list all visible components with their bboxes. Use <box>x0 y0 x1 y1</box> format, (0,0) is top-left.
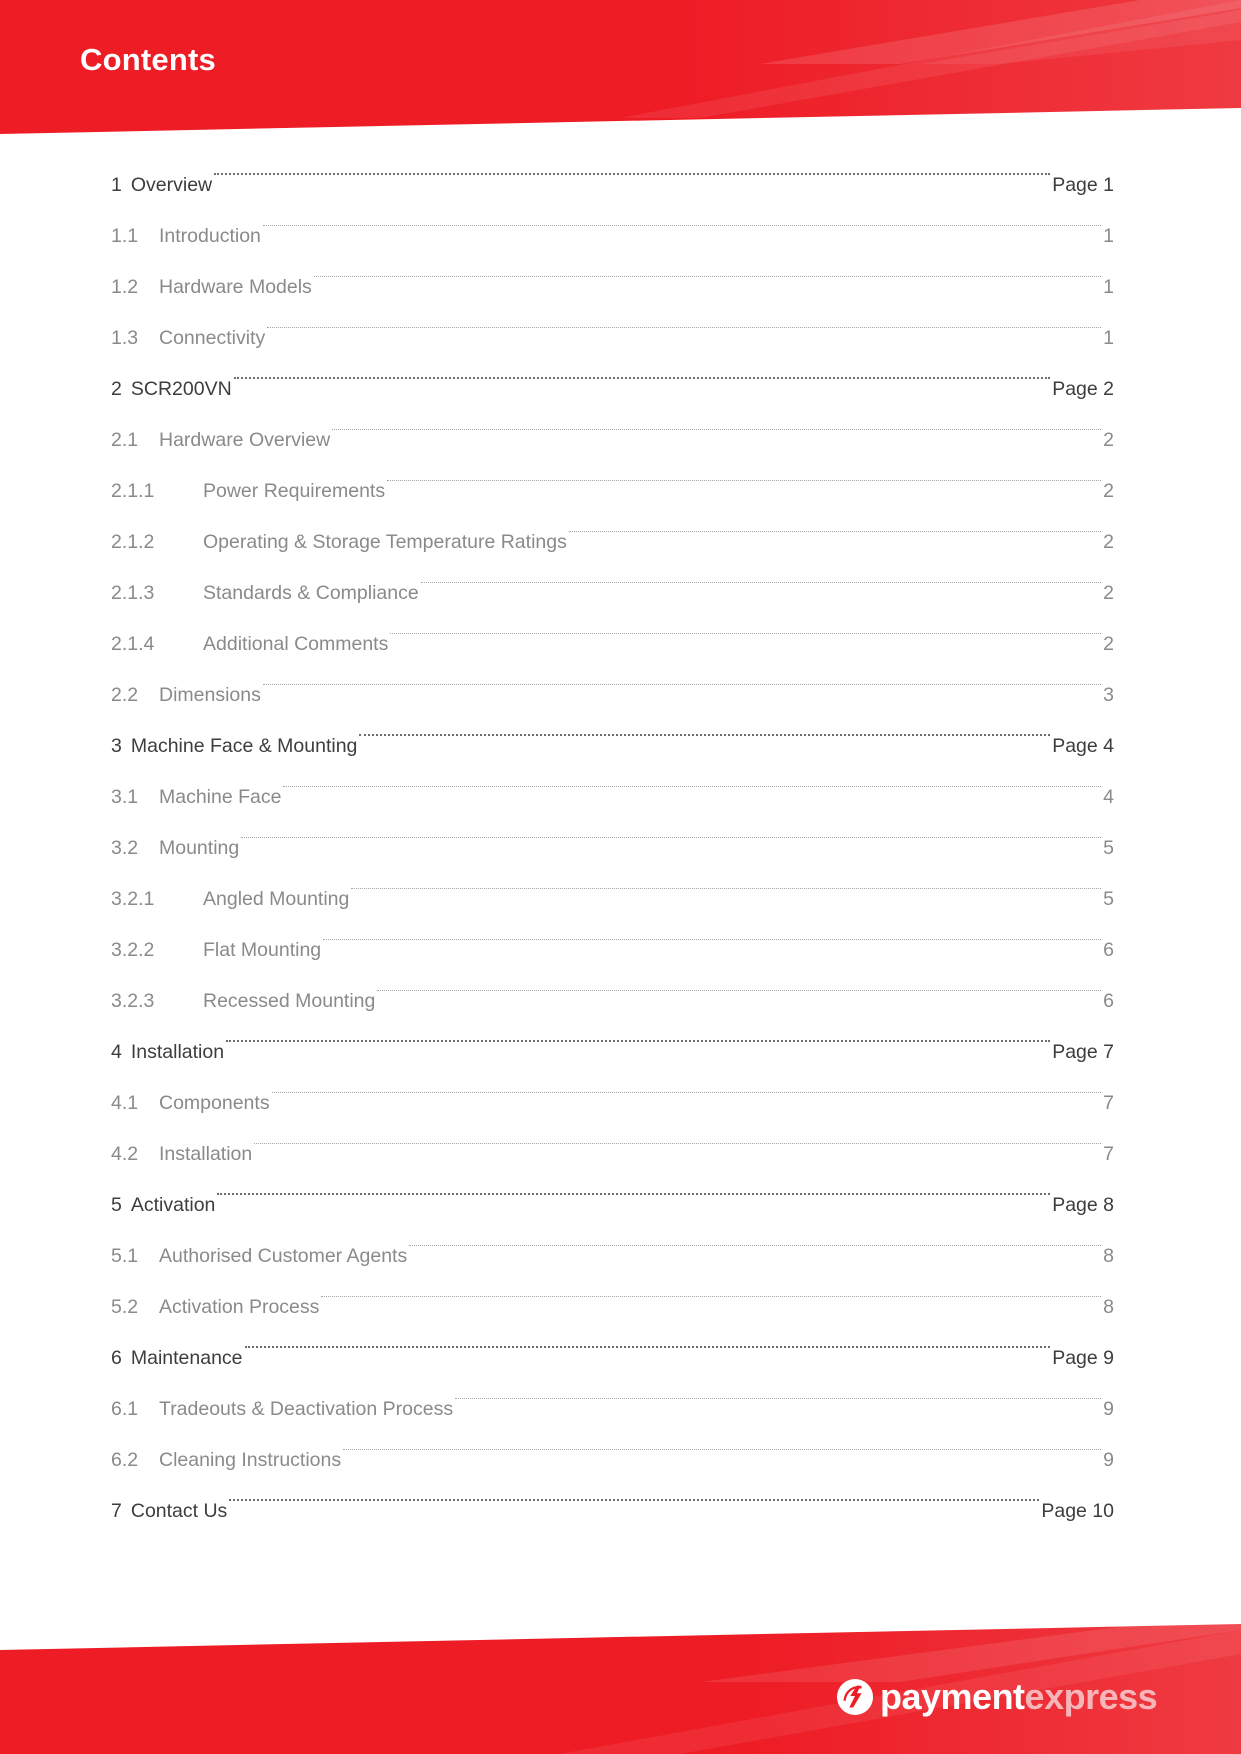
toc-dot-leader <box>321 1262 1101 1313</box>
toc-dot-leader <box>390 599 1101 650</box>
toc-entry-title: Additional Comments <box>203 633 389 655</box>
toc-entry[interactable] <box>111 242 1114 298</box>
toc-entry-page: 4 <box>1103 786 1114 808</box>
toc-entry-number: 3.2.2 <box>111 939 155 961</box>
toc-dot-leader <box>241 803 1101 854</box>
toc-dot-leader <box>455 1364 1101 1415</box>
toc-entry-page: Page 7 <box>1052 1041 1114 1063</box>
page-title: Contents <box>80 42 216 77</box>
toc-dot-leader <box>214 140 1050 191</box>
toc-entry-title: Installation <box>159 1143 253 1165</box>
toc-entry-number: 2.1.2 <box>111 531 155 553</box>
toc-entry-number: 5.1 <box>111 1245 139 1267</box>
toc-entry[interactable] <box>111 140 1114 196</box>
toc-entry-page: 2 <box>1103 480 1114 502</box>
toc-entry-number: 4 <box>111 1041 122 1063</box>
toc-dot-leader <box>569 497 1101 548</box>
toc-entry-number: 1 <box>111 174 122 196</box>
toc-dot-leader <box>359 701 1050 752</box>
toc-dot-leader <box>263 650 1101 701</box>
toc-entry[interactable] <box>111 1364 1114 1420</box>
toc-entry-number: 6.2 <box>111 1449 139 1471</box>
toc-dot-leader <box>409 1211 1101 1262</box>
toc-entry-title: Cleaning Instructions <box>159 1449 342 1471</box>
toc-entry-page: 8 <box>1103 1296 1114 1318</box>
toc-entry-title: Contact Us <box>130 1500 228 1522</box>
toc-entry-number: 3.2.3 <box>111 990 155 1012</box>
toc-entry-title: Activation <box>130 1194 216 1216</box>
toc-entry[interactable] <box>111 1058 1114 1114</box>
toc-entry-number: 3.1 <box>111 786 139 808</box>
toc-dot-leader <box>254 1109 1101 1160</box>
toc-entry-number: 1.2 <box>111 276 139 298</box>
toc-entry-title: Maintenance <box>130 1347 243 1369</box>
toc-entry-number: 6.1 <box>111 1398 139 1420</box>
toc-entry-number: 1.3 <box>111 327 139 349</box>
toc-entry-title: Activation Process <box>159 1296 320 1318</box>
toc-dot-leader <box>263 191 1101 242</box>
toc-entry[interactable] <box>111 1160 1114 1216</box>
toc-entry-number: 2.1.4 <box>111 633 155 655</box>
toc-entry[interactable] <box>111 1109 1114 1165</box>
toc-entry-title: Machine Face <box>159 786 282 808</box>
toc-entry-page: 6 <box>1103 990 1114 1012</box>
toc-entry-title: Machine Face & Mounting <box>130 735 358 757</box>
toc-dot-leader <box>351 854 1101 905</box>
toc-entry-page: 1 <box>1103 276 1114 298</box>
toc-entry-page: 8 <box>1103 1245 1114 1267</box>
toc-entry[interactable] <box>111 701 1114 757</box>
toc-dot-leader <box>283 752 1101 803</box>
toc-entry[interactable] <box>111 1313 1114 1369</box>
toc-dot-leader <box>377 956 1101 1007</box>
toc-entry-page: Page 1 <box>1052 174 1114 196</box>
toc-entry-title: Hardware Models <box>159 276 312 298</box>
toc-entry-title: Flat Mounting <box>203 939 322 961</box>
toc-entry-number: 6 <box>111 1347 122 1369</box>
toc-entry-page: 7 <box>1103 1092 1114 1114</box>
toc-dot-leader <box>332 395 1101 446</box>
toc-dot-leader <box>387 446 1101 497</box>
toc-entry-number: 2.1.3 <box>111 582 155 604</box>
toc-dot-leader <box>226 1007 1050 1058</box>
toc-entry-number: 4.2 <box>111 1143 139 1165</box>
toc-entry-title: Authorised Customer Agents <box>159 1245 408 1267</box>
table-of-contents <box>111 140 1114 1522</box>
toc-entry-page: 3 <box>1103 684 1114 706</box>
toc-dot-leader <box>229 1466 1039 1517</box>
toc-entry-title: Overview <box>130 174 213 196</box>
toc-entry-page: Page 9 <box>1052 1347 1114 1369</box>
toc-entry-page: Page 2 <box>1052 378 1114 400</box>
toc-entry-page: 2 <box>1103 429 1114 451</box>
toc-entry-page: 2 <box>1103 633 1114 655</box>
toc-entry-title: Recessed Mounting <box>203 990 376 1012</box>
toc-entry-number: 2 <box>111 378 122 400</box>
toc-dot-leader <box>217 1160 1050 1211</box>
toc-entry-title: Operating & Storage Temperature Ratings <box>203 531 567 553</box>
toc-entry-title: Standards & Compliance <box>203 582 419 604</box>
toc-entry-number: 2.2 <box>111 684 139 706</box>
toc-entry-page: 5 <box>1103 837 1114 859</box>
toc-entry-number: 5 <box>111 1194 122 1216</box>
toc-entry[interactable] <box>111 191 1114 247</box>
toc-entry-title: Angled Mounting <box>203 888 350 910</box>
toc-entry-number: 5.2 <box>111 1296 139 1318</box>
toc-dot-leader <box>314 242 1101 293</box>
payment-express-logo-icon <box>836 1678 874 1716</box>
toc-entry-title: Connectivity <box>159 327 266 349</box>
toc-entry-title: Dimensions <box>159 684 261 706</box>
toc-entry[interactable] <box>111 854 1114 910</box>
toc-entry[interactable] <box>111 1466 1114 1522</box>
toc-entry-number: 3 <box>111 735 122 757</box>
toc-entry-title: Tradeouts & Deactivation Process <box>159 1398 454 1420</box>
toc-dot-leader <box>267 293 1101 344</box>
toc-entry[interactable] <box>111 1007 1114 1063</box>
toc-entry-page: 9 <box>1103 1398 1114 1420</box>
toc-entry[interactable] <box>111 395 1114 451</box>
toc-entry-page: 1 <box>1103 225 1114 247</box>
toc-entry-title: Installation <box>130 1041 225 1063</box>
toc-entry-page: Page 10 <box>1041 1500 1114 1522</box>
toc-entry-title: Power Requirements <box>203 480 386 502</box>
toc-entry[interactable] <box>111 1211 1114 1267</box>
toc-entry-number: 1.1 <box>111 225 139 247</box>
toc-entry-number: 4.1 <box>111 1092 139 1114</box>
logo-text-payment: payment <box>880 1676 1025 1717</box>
toc-dot-leader <box>245 1313 1051 1364</box>
payment-express-logo <box>836 1674 1166 1720</box>
toc-entry-number: 2.1.1 <box>111 480 155 502</box>
toc-entry-number: 2.1 <box>111 429 139 451</box>
toc-entry-page: 2 <box>1103 582 1114 604</box>
toc-entry[interactable] <box>111 344 1114 400</box>
logo-text-express: express <box>1024 1676 1158 1717</box>
toc-entry-number: 7 <box>111 1500 122 1522</box>
toc-dot-leader <box>272 1058 1102 1109</box>
toc-entry-page: 9 <box>1103 1449 1114 1471</box>
toc-entry-title: Components <box>159 1092 270 1114</box>
toc-dot-leader <box>323 905 1101 956</box>
toc-entry[interactable] <box>111 803 1114 859</box>
toc-entry-number: 3.2.1 <box>111 888 155 910</box>
toc-entry-page: Page 8 <box>1052 1194 1114 1216</box>
toc-dot-leader <box>421 548 1101 599</box>
toc-entry-page: Page 4 <box>1052 735 1114 757</box>
toc-entry-title: Mounting <box>159 837 240 859</box>
toc-entry-title: Introduction <box>159 225 261 247</box>
toc-entry-page: 5 <box>1103 888 1114 910</box>
toc-entry-title: SCR200VN <box>130 378 232 400</box>
toc-entry-page: 6 <box>1103 939 1114 961</box>
toc-entry-number: 3.2 <box>111 837 139 859</box>
toc-entry-page: 1 <box>1103 327 1114 349</box>
toc-entry-title: Hardware Overview <box>159 429 331 451</box>
toc-entry-page: 2 <box>1103 531 1114 553</box>
toc-dot-leader <box>343 1415 1101 1466</box>
toc-entry-page: 7 <box>1103 1143 1114 1165</box>
toc-dot-leader <box>234 344 1051 395</box>
